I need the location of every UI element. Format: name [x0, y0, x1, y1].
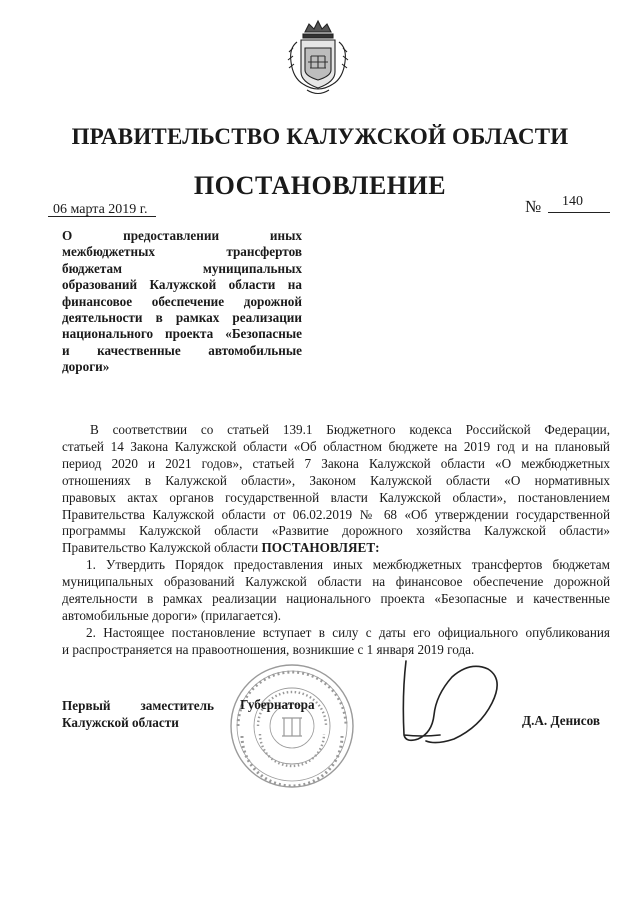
body-line: деятельности в рамках реализации национального проекта «Безопасные и качественные	[62, 591, 610, 607]
body-line: муниципальных образований Калужской области на финансовое обеспечение дорожной	[62, 574, 610, 590]
organization-title: ПРАВИТЕЛЬСТВО КАЛУЖСКОЙ ОБЛАСТИ	[71, 124, 569, 149]
document-subject	[62, 228, 302, 376]
body-line: Правительства Калужской области от 06.02.2019 № 68 «Об утверждении государственной	[62, 506, 610, 522]
handwritten-signature-icon	[392, 655, 504, 755]
document-number: 140	[562, 194, 583, 209]
document-type: ПОСТАНОВЛЕНИЕ	[193, 171, 447, 200]
subject-line: бюджетам муниципальных	[62, 260, 302, 276]
subject-line: финансовое обеспечение дорожной	[62, 293, 302, 309]
resolves-word: ПОСТАНОВЛЯЕТ:	[261, 540, 380, 556]
body-line-resolution	[62, 540, 610, 557]
date-underline	[48, 216, 156, 217]
body-line: статьей 14 Закона Калужской области «Об областном бюджете на 2019 год и на плановый	[62, 438, 610, 454]
signer-title	[62, 697, 214, 731]
subject-line: О предоставлении иных	[62, 228, 302, 243]
number-underline	[548, 212, 610, 213]
document-body	[62, 422, 610, 659]
document-date: 06 марта 2019 г.	[53, 202, 148, 217]
body-line: Правительство Калужской области	[62, 540, 259, 556]
body-line: программы Калужской области «Развитие дорожного хозяйства Калужской области»	[62, 523, 610, 539]
subject-line: и качественные автомобильные	[62, 342, 302, 358]
subject-line: образований Калужской области на	[62, 277, 302, 293]
subject-line: дороги»	[62, 359, 110, 375]
signer-title-governor: Губернатора	[240, 697, 315, 712]
subject-line: межбюджетных трансфертов	[62, 244, 302, 260]
body-line: 2. Настоящее постановление вступает в силу с даты его официального опубликования	[86, 624, 610, 640]
body-line: отношениях в Калужской области», Законом Калужской области «О нормативных	[62, 472, 610, 488]
signer-title-line: Калужской области	[62, 715, 179, 730]
body-line: 1. Утвердить Порядок предоставления иных межбюджетных трансфертов бюджетам	[86, 557, 610, 573]
body-line: период 2020 и 2021 годов», статьей 7 Закона Калужской области «О межбюджетных	[62, 455, 610, 471]
signer-name: Д.А. Денисов	[522, 713, 601, 728]
coat-of-arms-icon	[287, 18, 349, 98]
body-line: правовых актах органов государственной власти Калужской области», постановлением	[62, 489, 610, 505]
number-label: №	[525, 197, 542, 216]
subject-line: деятельности в рамках реализации	[62, 310, 302, 326]
signer-title-line: Первый заместитель	[62, 698, 214, 713]
body-line: автомобильные дороги» (прилагается).	[62, 607, 282, 623]
body-line: В соответствии со статьей 139.1 Бюджетного кодекса Российской Федерации,	[90, 422, 610, 437]
official-seal-icon	[228, 662, 356, 790]
body-line: и распространяется на правоотношения, возникшие с 1 января 2019 года.	[62, 641, 475, 657]
subject-line: национального проекта «Безопасные	[62, 326, 302, 342]
